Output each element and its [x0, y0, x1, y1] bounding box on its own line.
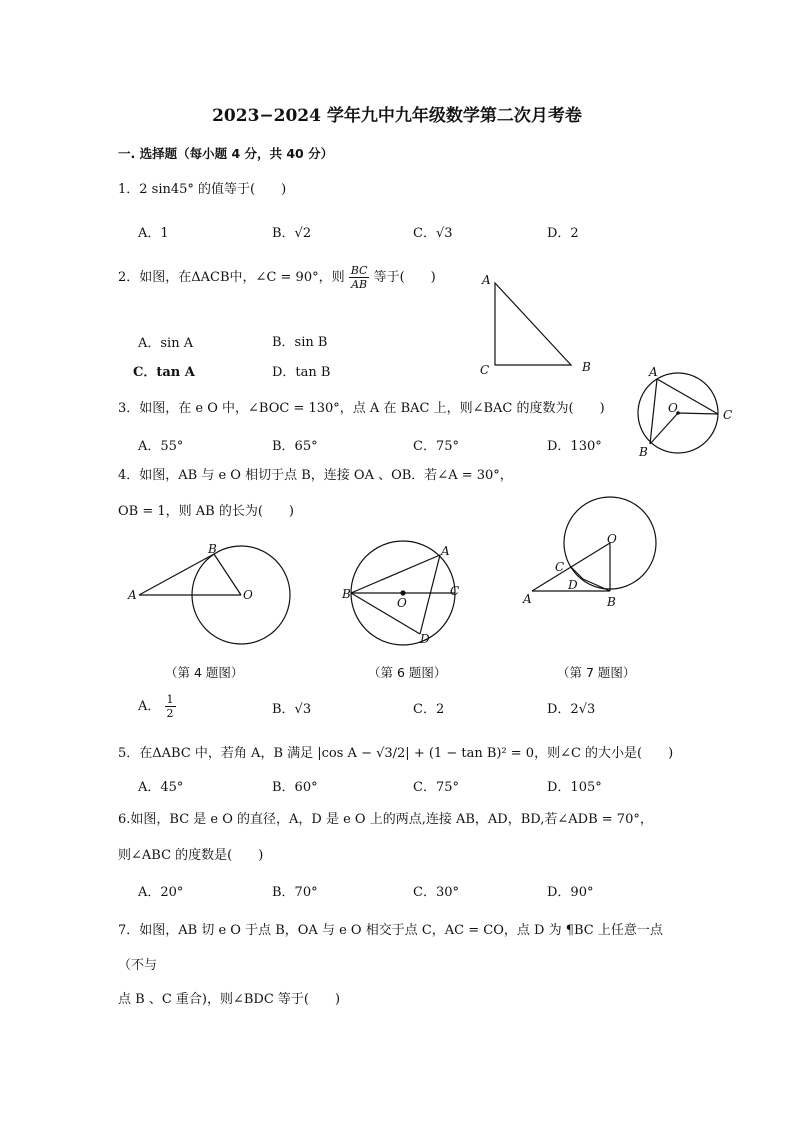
fig7-label-c: C — [555, 560, 565, 574]
q4-option-a-denominator: 2 — [166, 707, 174, 720]
fig4-label-b: B — [208, 542, 217, 556]
fig7-label-o: O — [607, 532, 617, 546]
question-6-stem-line-1: 6.如图，BC 是 e O 的直径，A，D 是 e O 上的两点,连接 AB，AD，BD,若∠ADB = 70°， — [118, 812, 653, 827]
fig6-center-dot — [400, 590, 405, 595]
figure-4-caption: （第 4 题图） — [165, 665, 244, 680]
fig4-label-o: O — [243, 588, 253, 602]
figure-6 — [340, 535, 470, 650]
q2-label-b: B — [582, 360, 591, 374]
fig7-label-a: A — [523, 592, 532, 606]
q4-option-a-prefix: A． — [138, 699, 161, 714]
q3-option-d[interactable]: D．130° — [547, 439, 602, 454]
figure-7 — [515, 495, 675, 615]
fig4-label-a: A — [128, 588, 137, 602]
question-4-stem-line-1: 4．如图，AB 与 e O 相切于点 B，连接 OA 、OB．若∠A = 30°， — [118, 468, 513, 483]
q2-option-d[interactable]: D．tan B — [272, 365, 331, 380]
q5-option-b[interactable]: B．60° — [272, 780, 318, 795]
question-5-stem: 5．在ΔABC 中，若角 A，B 满足 |cos A − √3/2| + (1 − tan B)² = 0，则∠C 的大小是( ) — [118, 746, 674, 761]
q2-label-a: A — [482, 273, 491, 287]
q6-option-a[interactable]: A．20° — [138, 885, 184, 900]
question-4-stem-line-2: OB = 1，则 AB 的长为( ) — [118, 504, 294, 519]
fig7-label-b: B — [607, 595, 616, 609]
fig6-label-o: O — [397, 596, 407, 610]
q4-option-d[interactable]: D．2√3 — [547, 702, 596, 717]
q4-option-b[interactable]: B．√3 — [272, 702, 312, 717]
q2-fraction-numerator: BC — [350, 264, 368, 277]
q1-option-d[interactable]: D．2 — [547, 226, 579, 241]
q5-option-c[interactable]: C．75° — [413, 780, 459, 795]
q2-option-c[interactable]: C．tan A — [133, 365, 195, 380]
q4-option-a[interactable] — [138, 694, 176, 719]
figure-7-caption: （第 7 题图） — [557, 665, 636, 680]
question-2-stem — [118, 265, 436, 290]
q2-stem-post: 等于( ) — [373, 270, 436, 285]
q3-label-c: C — [723, 408, 733, 422]
fig6-label-c: C — [450, 584, 460, 598]
q6-option-b[interactable]: B．70° — [272, 885, 318, 900]
q5-option-d[interactable]: D．105° — [547, 780, 602, 795]
q2-label-c: C — [480, 363, 490, 377]
q4-option-c[interactable]: C．2 — [413, 702, 445, 717]
figure-6-caption: （第 6 题图） — [368, 665, 447, 680]
q3-option-a[interactable]: A．55° — [138, 439, 184, 454]
q3-option-b[interactable]: B．65° — [272, 439, 318, 454]
q2-triangle-figure — [470, 270, 600, 380]
q2-option-b[interactable]: B．sin B — [272, 335, 328, 350]
question-7-stem-line-2: （不与 — [118, 958, 158, 973]
page-title: 2023−2024 学年九中九年级数学第二次月考卷 — [212, 106, 582, 126]
question-7-stem-line-1: 7．如图，AB 切 e O 于点 B，OA 与 e O 相交于点 C，AC = CO，点 D 为 ¶BC 上任意一点 — [118, 923, 663, 938]
section-heading: 一. 选择题（每小题 4 分，共 40 分） — [118, 146, 334, 161]
figure-4 — [125, 540, 305, 660]
q3-circle-figure — [630, 362, 750, 462]
q1-option-c[interactable]: C．√3 — [413, 226, 453, 241]
q3-label-o: O — [668, 401, 678, 415]
q2-option-a[interactable]: A．sin A — [138, 336, 194, 351]
q4-option-a-fraction — [165, 694, 176, 719]
q3-label-b: B — [639, 445, 648, 459]
question-3-stem: 3．如图，在 e O 中，∠BOC = 130°，点 A 在 BAC 上，则∠BAC 的度数为( ) — [118, 401, 605, 416]
q2-fraction-denominator: AB — [351, 278, 368, 291]
fig6-label-d: D — [420, 632, 430, 646]
q3-option-c[interactable]: C．75° — [413, 439, 459, 454]
triangle-shape — [495, 283, 571, 365]
fig6-label-a: A — [441, 544, 450, 558]
question-1-stem: 1．2 sin45° 的值等于( ) — [118, 182, 287, 197]
q3-label-a: A — [649, 365, 658, 379]
question-7-stem-line-3: 点 B 、C 重合)，则∠BDC 等于( ) — [118, 992, 341, 1007]
q4-option-a-numerator: 1 — [166, 693, 174, 706]
q1-option-b[interactable]: B．√2 — [272, 226, 312, 241]
q2-stem-pre: 2．如图，在ΔACB中，∠C = 90°，则 — [118, 270, 345, 285]
q6-option-c[interactable]: C．30° — [413, 885, 459, 900]
q6-option-d[interactable]: D．90° — [547, 885, 594, 900]
question-6-stem-line-2: 则∠ABC 的度数是( ) — [118, 848, 264, 863]
q5-option-a[interactable]: A．45° — [138, 780, 184, 795]
fig7-label-d: D — [568, 578, 578, 592]
fig6-label-b: B — [342, 587, 351, 601]
q2-fraction — [349, 265, 370, 290]
q1-option-a[interactable]: A．1 — [138, 226, 169, 241]
